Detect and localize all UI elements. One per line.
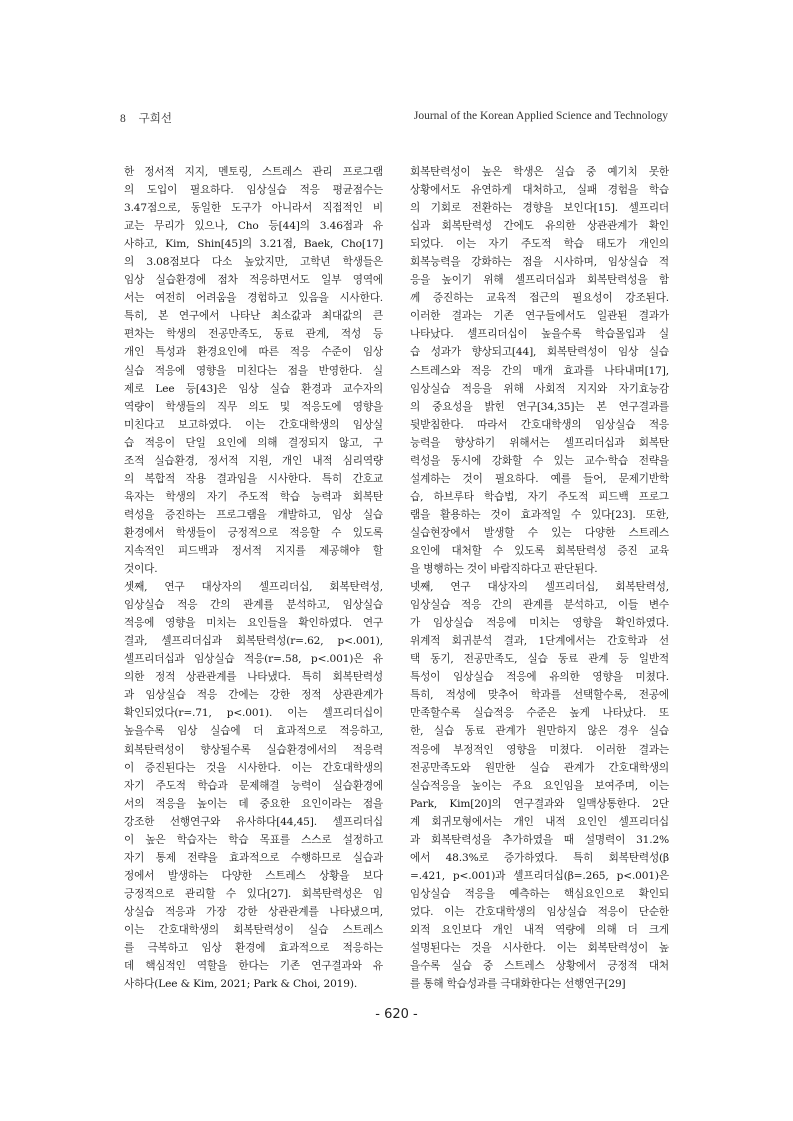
text-line: 이는 간호대학생의 회복탄력성이 실습 스트레스	[124, 923, 383, 936]
text-line: 설계하는 것이 필요하다. 예를 들어, 문제기반학	[410, 472, 669, 485]
text-line: 의 도입이 필요하다. 임상실습 적응 평균점수는	[124, 184, 383, 197]
text-line: 서의 적응을 높이는 데 중요한 요인이라는 점을	[124, 797, 383, 810]
text-line: 가 임상실습 적응에 미치는 영향을 확인하였다.	[410, 617, 669, 630]
text-line: 를 극복하고 임상 환경에 효과적으로 적응하는	[124, 942, 383, 955]
text-line: 실습 적응에 영향을 미친다는 점을 반영한다. 실	[124, 364, 383, 377]
text-line: 램을 활용하는 것이 효과적일 수 있다[23]. 또한,	[410, 508, 669, 521]
text-line: 한 정서적 지지, 멘토링, 스트레스 관리 프로그램	[124, 166, 383, 178]
text-line: 임상실습 적응을 예측하는 핵심요인으로 확인되	[410, 887, 669, 900]
text-line: 환경에서 학생들이 긍정적으로 적응할 수 있도록	[124, 526, 383, 539]
text-line: 에서 48.3%로 증가하였다. 특히 회복탄력성(β	[410, 851, 669, 864]
text-line: 를 통해 학습성과를 극대화한다는 선행연구[29]	[410, 978, 626, 991]
page-folio: - 620 -	[375, 1007, 418, 1022]
text-line: 확인되었다(r=.71, p<.001). 이는 셀프리더십이	[124, 707, 383, 720]
text-line: 편차는 학생의 전공만족도, 동료 관계, 적성 등	[124, 328, 383, 341]
header-journal-title: Journal of the Korean Applied Science and Technology	[413, 110, 668, 122]
text-line: Park, Kim[20]의 연구결과와 일맥상통한다. 2단	[410, 797, 669, 810]
text-line: 특성이 임상실습 적응에 유의한 영향을 미쳤다.	[410, 671, 669, 684]
text-line: 을수록 실습 중 스트레스 상황에서 긍정적 대처	[410, 960, 669, 973]
text-line: 전공만족도와 원만한 실습 관계가 간호대학생의	[410, 761, 669, 774]
text-line: =.421, p<.001)과 셀프리더십(β=.265, p<.001)은	[410, 869, 669, 882]
text-line: 습 성과가 향상되고[44], 회복탄력성이 임상 실습	[410, 346, 669, 359]
text-line: 미친다고 보고하였다. 이는 간호대학생의 임상실	[124, 418, 383, 431]
text-line: 이러한 결과는 기존 연구들에서도 일관된 결과가	[410, 310, 669, 323]
text-line: 셋째, 연구 대상자의 셀프리더십, 회복탄력성,	[124, 581, 383, 594]
text-line: 었다. 이는 간호대학생의 임상실습 적응이 단순한	[410, 905, 669, 918]
text-line: 결과, 셀프리더십과 회복탄력성(r=.62, p<.001),	[124, 635, 383, 648]
text-line: 의 3.08점보다 다소 높았지만, 고학년 학생들은	[124, 256, 383, 269]
text-line: 높을수록 임상 실습에 더 효과적으로 적응하고,	[124, 725, 383, 738]
running-head-left	[120, 110, 172, 126]
text-line: 실습적응을 높이는 주요 요인임을 보여주며, 이는	[410, 779, 669, 792]
text-line: 의 기회로 전환하는 경향을 보인다[15]. 셀프리더	[410, 202, 669, 215]
text-line: 의한 정적 상관관계를 나타냈다. 특히 회복탄력성	[124, 671, 383, 684]
text-line: 정에서 발생하는 다양한 스트레스 상황을 보다	[124, 869, 383, 882]
text-line: 설명된다는 것을 시사한다. 이는 회복탄력성이 높	[410, 942, 669, 955]
text-line: 을 병행하는 것이 바람직하다고 판단된다.	[410, 563, 598, 576]
text-line: 이 증진된다는 것을 시사한다. 이는 간호대학생의	[124, 761, 383, 774]
text-line: 강조한 선행연구와 유사하다[44,45]. 셀프리더십	[124, 815, 383, 828]
text-line: 셀프리더십과 임상실습 적응(r=.58, p<.001)은 유	[124, 653, 383, 666]
text-line: 교는 무리가 있으나, Cho 등[44]의 3.46점과 유	[124, 220, 383, 233]
text-line: 뒷받침한다. 따라서 간호대학생의 임상실습 적응	[410, 418, 669, 431]
text-line: 적응에 부정적인 영향을 미쳤다. 이러한 결과는	[410, 743, 669, 756]
text-line: 적응에 영향을 미치는 요인들을 확인하였다. 연구	[124, 617, 383, 630]
text-line: 계 회귀모형에서는 개인 내적 요인인 셀프리더십	[410, 815, 669, 828]
text-line: 응을 높이기 위해 셀프리더십과 회복탄력성을 함	[410, 274, 669, 287]
text-line: 택 동기, 전공만족도, 실습 동료 관계 등 일반적	[410, 653, 669, 666]
text-line: 과 회복탄력성을 추가하였을 때 설명력이 31.2%	[410, 833, 669, 846]
text-line: 상실습 적응과 가장 강한 상관관계를 나타냈으며,	[124, 905, 383, 918]
text-line: 임상실습 적응을 위해 사회적 지지와 자기효능감	[410, 382, 669, 395]
text-line: 께 증진하는 교육적 접근의 필요성이 강조된다.	[410, 292, 669, 305]
text-line: 회복탄력성이 높은 학생은 실습 중 예기치 못한	[410, 166, 669, 178]
text-line: 습 적응이 단일 요인에 의해 결정되지 않고, 구	[124, 436, 383, 449]
text-line: 3.47점으로, 동일한 도구가 아니라서 직접적인 비	[124, 202, 383, 215]
text-line: 의 복합적 작용 결과임을 시사한다. 특히 간호교	[124, 472, 383, 485]
text-line: 한, 실습 동료 관계가 원만하지 않은 경우 실습	[410, 725, 669, 738]
text-line: 과 임상실습 적응 간에는 강한 정적 상관관계가	[124, 689, 383, 702]
text-line: 조적 실습환경, 정서적 지원, 개인 내적 심리역량	[124, 454, 383, 467]
text-line: 습, 하브루타 학습법, 자기 주도적 피드백 프로그	[410, 490, 669, 503]
text-line: 나타났다. 셀프리더십이 높을수록 학습몰입과 실	[410, 328, 669, 341]
text-line: 데 핵심적인 역할을 한다는 기존 연구결과와 유	[124, 960, 383, 973]
text-line: 것이다.	[124, 563, 158, 576]
text-line: 회복능력을 강화하는 점을 시사하며, 임상실습 적	[410, 256, 669, 269]
text-line: 외적 요인보다 개인 내적 역량에 의해 더 크게	[410, 923, 669, 936]
text-line: 임상실습 적응 간의 관계를 분석하고, 이들 변수	[410, 599, 669, 612]
text-line: 제로 Lee 등[43]은 임상 실습 환경과 교수자의	[124, 382, 383, 395]
text-line: 스트레스와 적응 간의 매개 효과를 나타내며[17],	[410, 364, 669, 377]
text-line: 특히, 본 연구에서 나타난 최소값과 최대값의 큰	[124, 310, 383, 323]
text-line: 육자는 학생의 자기 주도적 학습 능력과 회복탄	[124, 490, 383, 503]
text-line: 역량이 학생들의 직무 의도 및 적응도에 영향을	[124, 400, 383, 413]
text-line: 요인에 대처할 수 있도록 회복탄력성 증진 교육	[410, 544, 669, 557]
text-line: 사하고, Kim, Shin[45]의 3.21점, Baek, Cho[17]	[124, 238, 383, 251]
text-line: 력성을 동시에 강화할 수 있는 교수·학습 전략을	[410, 454, 669, 467]
text-line: 자기 통제 전략을 효과적으로 수행하므로 실습과	[124, 851, 383, 864]
running-head	[120, 110, 668, 128]
text-line: 의 중요성을 밝힌 연구[34,35]는 본 연구결과를	[410, 400, 669, 413]
text-line: 자기 주도적 학습과 문제해결 능력이 실습환경에	[124, 779, 383, 792]
text-line: 임상실습 적응 간의 관계를 분석하고, 임상실습	[124, 599, 383, 612]
text-line: 상황에서도 유연하게 대처하고, 실패 경험을 학습	[410, 184, 669, 197]
text-line: 개인 특성과 환경요인에 따른 적응 수준이 임상	[124, 346, 383, 359]
right-text-column	[410, 163, 669, 993]
left-text-column	[124, 163, 383, 993]
text-line: 실습현장에서 발생할 수 있는 다양한 스트레스	[410, 526, 669, 539]
text-line: 지속적인 피드백과 정서적 지지를 제공해야 할	[124, 544, 383, 557]
text-line: 서는 여전히 어려움을 경험하고 있음을 시사한다.	[124, 292, 383, 305]
text-line: 위계적 회귀분석 결과, 1단계에서는 간호학과 선	[410, 635, 669, 648]
text-line: 되었다. 이는 자기 주도적 학습 태도가 개인의	[410, 238, 669, 251]
text-line: 력성을 증진하는 프로그램을 개발하고, 임상 실습	[124, 508, 383, 521]
text-line: 이 높은 학습자는 학습 목표를 스스로 설정하고	[124, 833, 383, 846]
text-line: 회복탄력성이 향상될수록 실습환경에서의 적응력	[124, 743, 383, 756]
header-page-number: 8	[120, 113, 126, 125]
text-line: 사하다(Lee & Kim, 2021; Park & Choi, 2019).	[124, 978, 358, 991]
text-line: 임상 실습환경에 점차 적응하면서도 일부 영역에	[124, 274, 383, 287]
text-line: 십과 회복탄력성 간에도 유의한 상관관계가 확인	[410, 220, 669, 233]
text-line: 능력을 향상하기 위해서는 셀프리더십과 회복탄	[410, 436, 669, 449]
text-line: 넷째, 연구 대상자의 셀프리더십, 회복탄력성,	[410, 581, 669, 594]
text-line: 긍정적으로 관리할 수 있다[27]. 회복탄력성은 임	[124, 887, 383, 900]
header-author: 구희선	[138, 113, 172, 125]
text-line: 특히, 적성에 맞추어 학과를 선택할수록, 전공에	[410, 689, 669, 702]
text-line: 만족할수록 실습적응 수준은 높게 나타났다. 또	[410, 707, 669, 720]
